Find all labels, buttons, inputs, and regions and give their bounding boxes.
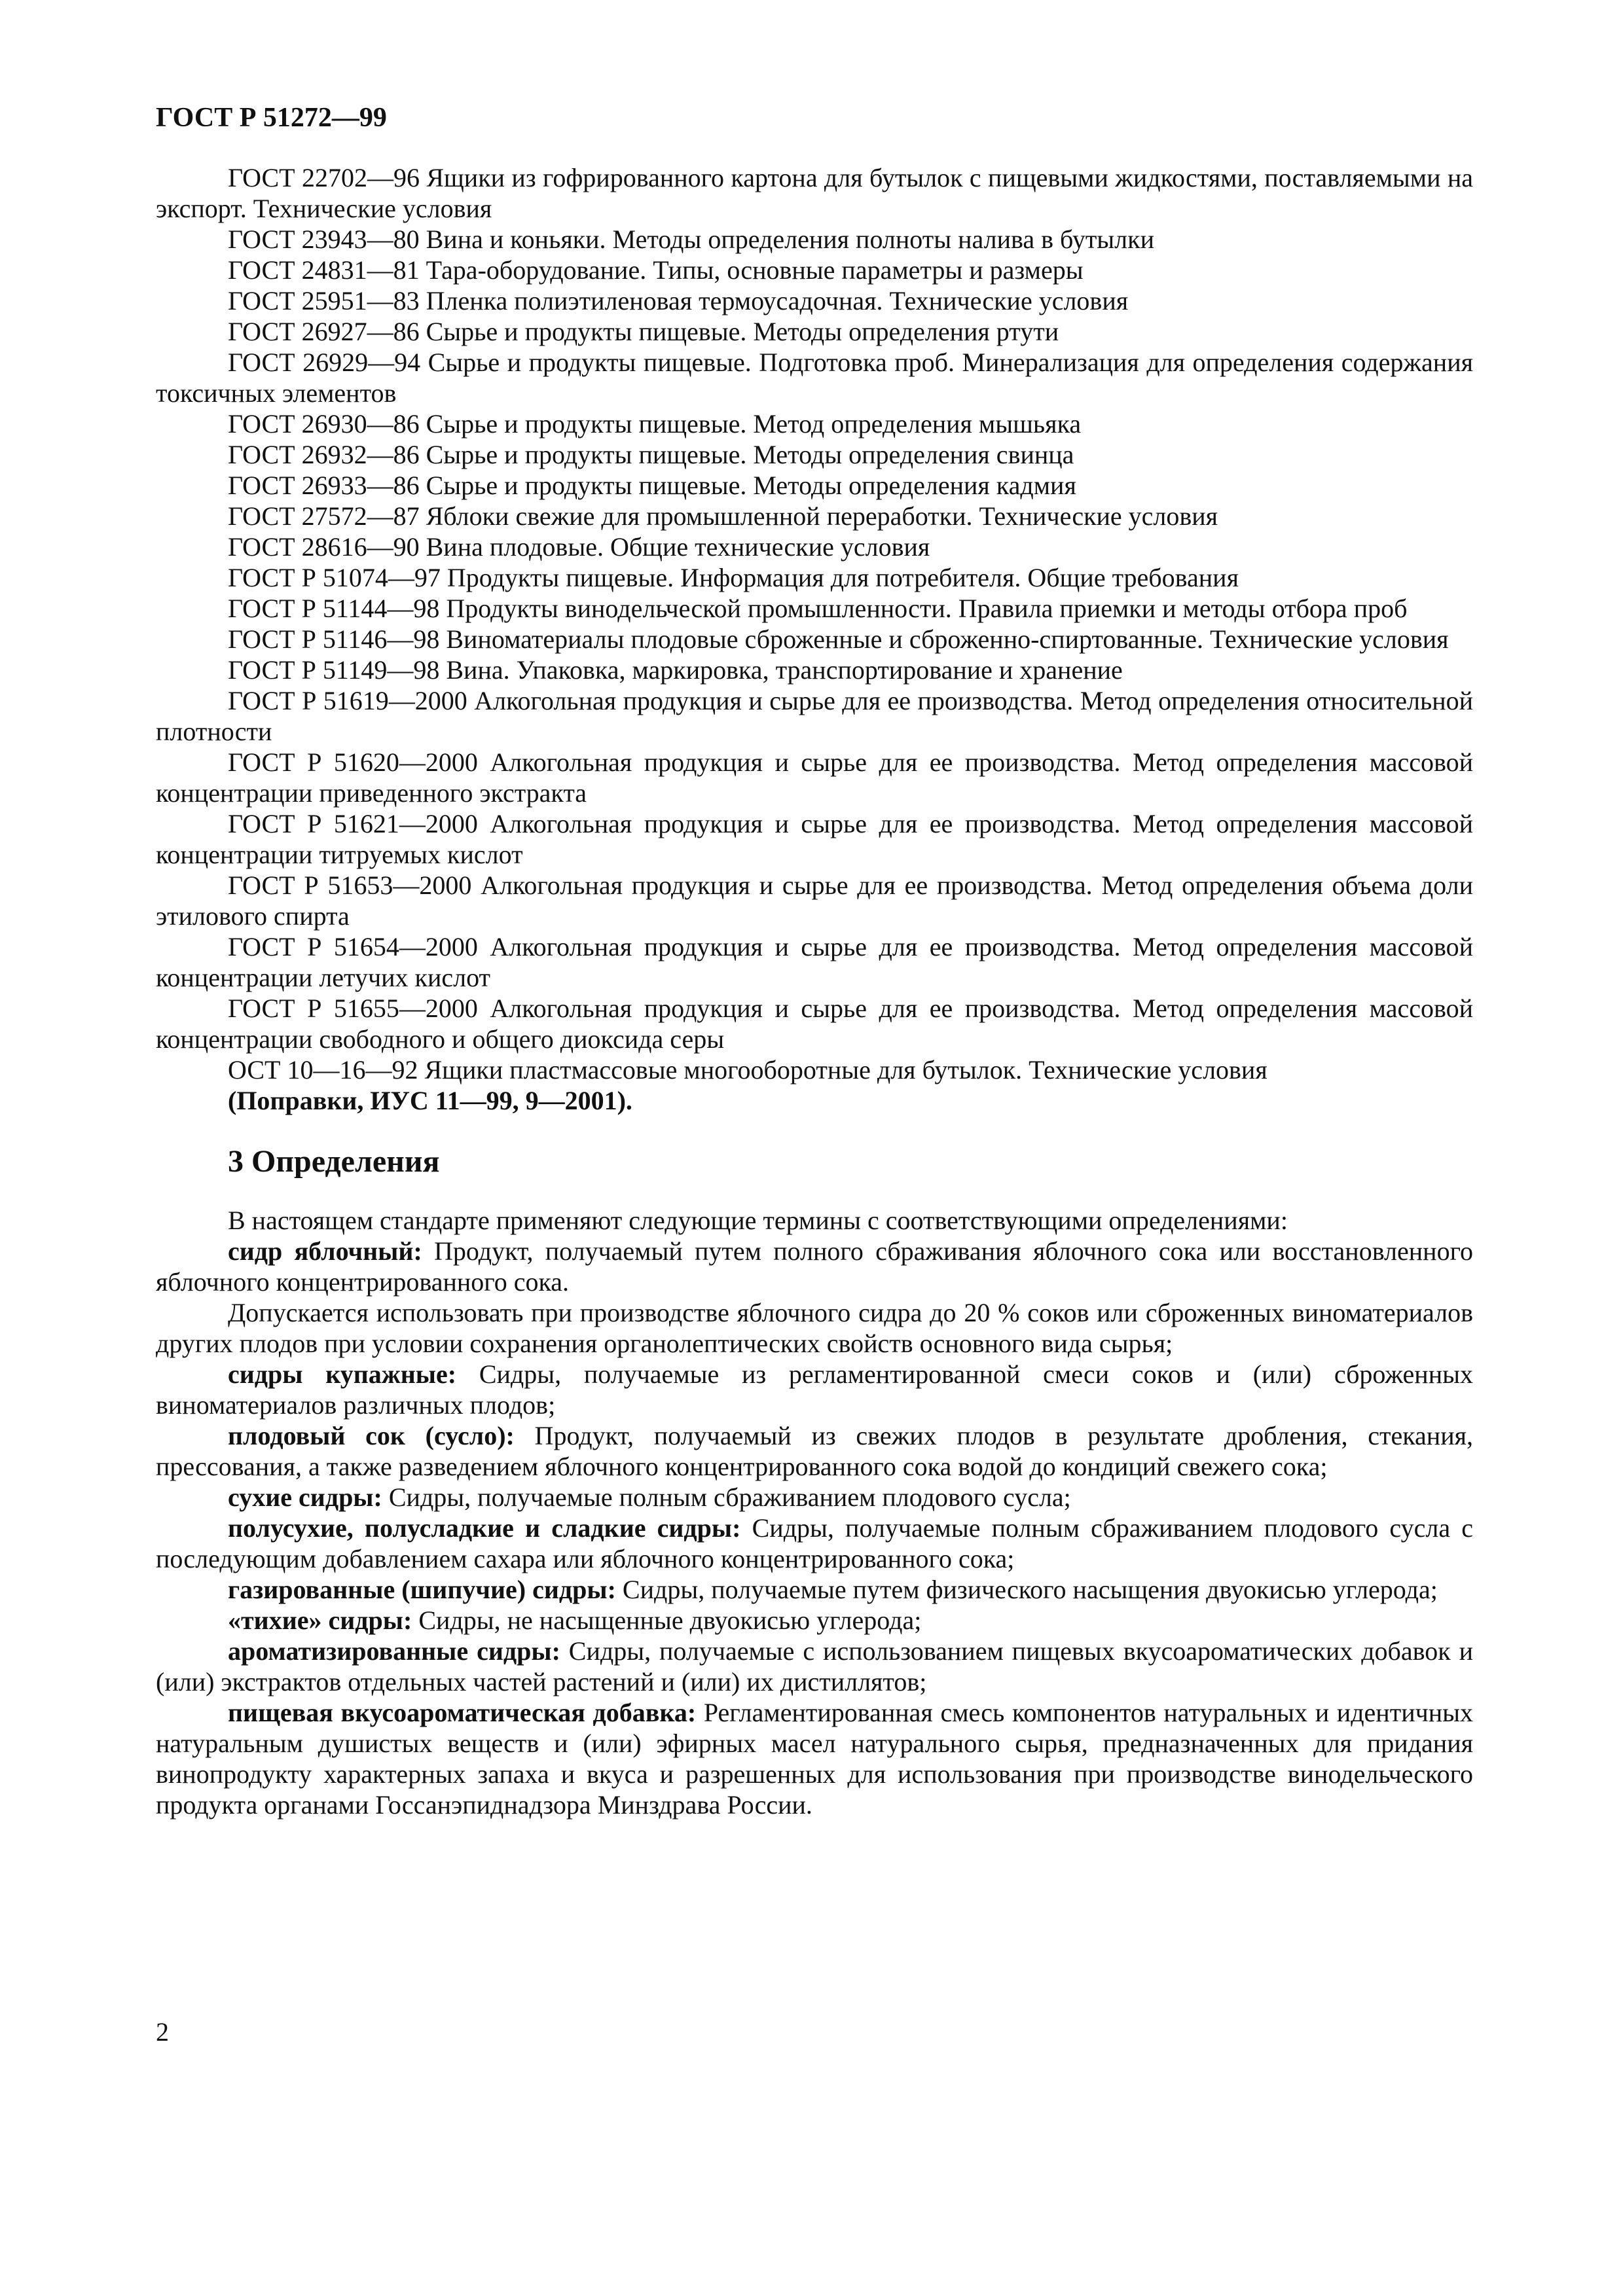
reference-item: ГОСТ 26929—94 Сырье и продукты пищевые. Подготовка проб. Минерализация для определения содержания токсичных элементов	[156, 348, 1473, 408]
reference-item: ГОСТ 25951—83 Пленка полиэтиленовая термоусадочная. Технические условия	[228, 286, 1129, 315]
definition-text: Сидры, получаемые из регламентированной смеси соков и (или) сброженных виноматериалов различных плодов;	[156, 1359, 1473, 1420]
reference-item: ГОСТ 27572—87 Яблоки свежие для промышленной переработки. Технические условия	[228, 501, 1218, 531]
page-number: 2	[156, 2017, 169, 2047]
definition-item	[156, 1297, 1473, 1359]
reference-item: ГОСТ 28616—90 Вина плодовые. Общие технические условия	[228, 532, 930, 562]
definition-item	[156, 1420, 1473, 1482]
definition-term: полусухие, полусладкие и сладкие сидры:	[228, 1513, 741, 1543]
amendment-note: (Поправки, ИУС 11—99, 9—2001).	[228, 1086, 632, 1115]
definition-item	[156, 1359, 1473, 1420]
definition-term: пищевая вкусоароматическая добавка:	[228, 1698, 697, 1727]
reference-item: ГОСТ Р 51074—97 Продукты пищевые. Информация для потребителя. Общие требования	[228, 563, 1239, 592]
definition-item	[156, 1605, 1473, 1636]
reference-item: ГОСТ 26933—86 Сырье и продукты пищевые. Методы определения кадмия	[228, 471, 1076, 500]
definition-item	[156, 1513, 1473, 1574]
reference-item: ГОСТ 26927—86 Сырье и продукты пищевые. Методы определения ртути	[228, 317, 1059, 346]
definition-text: Сидры, не насыщенные двуокисью углерода;	[412, 1605, 922, 1635]
reference-item: ГОСТ 26932—86 Сырье и продукты пищевые. Методы определения свинца	[228, 440, 1074, 469]
definition-item	[156, 1236, 1473, 1297]
reference-item: ГОСТ Р 51621—2000 Алкогольная продукция и сырье для ее производства. Метод определения массовой концентрации титруемых кислот	[156, 809, 1473, 869]
definition-term: сухие сидры:	[228, 1482, 382, 1512]
definition-term: газированные (шипучие) сидры:	[228, 1575, 616, 1604]
definition-term: «тихие» сидры:	[228, 1605, 412, 1635]
reference-item: ГОСТ 24831—81 Тара-оборудование. Типы, основные параметры и размеры	[228, 255, 1084, 285]
reference-item: ГОСТ Р 51146—98 Виноматериалы плодовые сброженные и сброженно-спиртованные. Технические условия	[228, 624, 1449, 654]
definition-item	[156, 1636, 1473, 1697]
reference-item: ГОСТ 23943—80 Вина и коньяки. Методы определения полноты налива в бутылки	[228, 224, 1154, 254]
definition-term: ароматизированные сидры:	[228, 1636, 560, 1666]
definition-text: Сидры, получаемые с использованием пищевых вкусоароматических добавок и (или) экстрактов отдельных частей растений и (или) их дистиллятов;	[156, 1636, 1474, 1696]
reference-item: ГОСТ 22702—96 Ящики из гофрированного картона для бутылок с пищевыми жидкостями, поставляемыми на экспорт. Технические условия	[156, 163, 1473, 223]
definitions-section	[156, 1205, 1473, 1820]
reference-item: ОСТ 10—16—92 Ящики пластмассовые многооборотные для бутылок. Технические условия	[228, 1055, 1267, 1085]
definition-item	[156, 1697, 1473, 1820]
reference-item: ГОСТ Р 51653—2000 Алкогольная продукция и сырье для ее производства. Метод определения объема доли этилового спирта	[156, 870, 1473, 931]
reference-item: ГОСТ 26930—86 Сырье и продукты пищевые. Метод определения мышьяка	[228, 409, 1082, 439]
section-intro: В настоящем стандарте применяют следующие термины с соответствующими определениями:	[228, 1206, 1288, 1235]
reference-item: ГОСТ Р 51619—2000 Алкогольная продукция и сырье для ее производства. Метод определения относительной плотности	[156, 686, 1473, 746]
document-page	[156, 98, 1473, 1820]
definition-term: сидры купажные:	[228, 1359, 457, 1389]
definition-term: сидр яблочный:	[228, 1236, 422, 1266]
definition-text: Сидры, получаемые полным сбраживанием плодового сусла с последующим добавлением сахара или яблочного концентрированного сока;	[156, 1513, 1473, 1573]
section-heading: 3 Определения	[228, 1144, 440, 1179]
definition-term: плодовый сок (сусло):	[228, 1421, 515, 1450]
definition-text: Регламентированная смесь компонентов натуральных и идентичных натуральным душистых веществ и (или) эфирных масел натурального сырья, предназначенных для придания винопродукту характерных запаха и вкуса и разрешенных для использования при производстве винодельческого продукта органами Госсанэпиднадзора Минздрава России.	[156, 1698, 1473, 1820]
definition-text: Продукт, получаемый путем полного сбраживания яблочного сока или восстановленного яблочного концентрированного сока.	[156, 1236, 1473, 1297]
definition-text: Продукт, получаемый из свежих плодов в результате дробления, стекания, прессования, а также разведением яблочного концентрированного сока водой до кондиций свежего сока;	[156, 1421, 1474, 1481]
definition-text: Допускается использовать при производстве яблочного сидра до 20 % соков или сброженных виноматериалов других плодов при условии сохранения органолептических свойств основного вида сырья;	[156, 1298, 1473, 1358]
definition-text: Сидры, получаемые полным сбраживанием плодового сусла;	[382, 1482, 1071, 1512]
definition-text: Сидры, получаемые путем физического насыщения двуокисью углерода;	[615, 1575, 1438, 1604]
normative-references	[156, 162, 1473, 1116]
reference-item: ГОСТ Р 51149—98 Вина. Упаковка, маркировка, транспортирование и хранение	[228, 655, 1123, 685]
definition-item	[156, 1574, 1473, 1605]
definition-item	[156, 1482, 1473, 1513]
reference-item: ГОСТ Р 51144—98 Продукты винодельческой промышленности. Правила приемки и методы отбора проб	[228, 594, 1408, 623]
reference-item: ГОСТ Р 51655—2000 Алкогольная продукция и сырье для ее производства. Метод определения массовой концентрации свободного и общего диоксида серы	[156, 994, 1473, 1054]
reference-item: ГОСТ Р 51620—2000 Алкогольная продукция и сырье для ее производства. Метод определения массовой концентрации приведенного экстракта	[156, 747, 1473, 808]
document-header: ГОСТ Р 51272—99	[156, 103, 387, 133]
reference-item: ГОСТ Р 51654—2000 Алкогольная продукция и сырье для ее производства. Метод определения массовой концентрации летучих кислот	[156, 932, 1473, 992]
